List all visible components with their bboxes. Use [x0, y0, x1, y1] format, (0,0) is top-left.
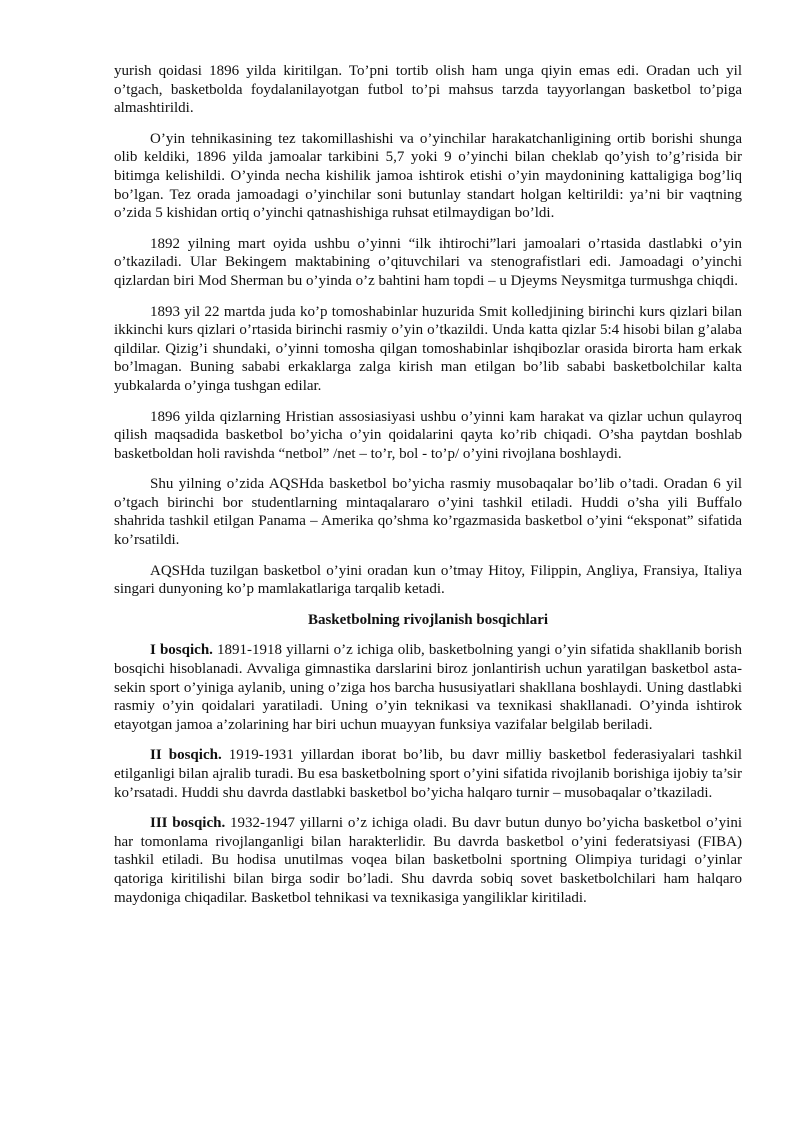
stage-label-3: III bosqich.	[150, 815, 226, 832]
paragraph-spread-worldwide: AQSHda tuzilgan basketbol o’yini oradan kun o’tmay Hitoy, Filippin, Angliya, Fransiya, Italiya singari dunyoning ko’p mamlakatlariga tarqalib ketadi.	[114, 562, 742, 598]
paragraph-usa-competitions: Shu yilning o’zida AQSHda basketbol bo’yicha rasmiy musobaqalar bo’lib o’tadi. Oradan 6 yil o’tgach birinchi bor studentlarning mintaqalararo o’yini tashkil etiladi. Huddi o’sha yili Buffalo shahrida tashkil etilgan Panama – Amerika qo’shma ko’rgazmasida basketbol o’yini “eksponat” sifatida ko’rsatildi.	[114, 476, 742, 549]
document-page	[114, 62, 742, 919]
section-title: Basketbolning rivojlanish bosqichlari	[307, 611, 549, 628]
paragraph-smith-college-1893: 1893 yil 22 martda juda ko’p tomoshabinlar huzurida Smit kolledjining birinchi kurs qizlari bilan ikkinchi kurs qizlari o’rtasida birinchi rasmiy o’yin o’tkazildi. Unda katta qizlar 5:4 hisobi bilan g’alaba qildilar. Qizig’i shundaki, o’yinni tomosha qilgan tomoshabinlar ishqibozlar orasida birorta ham erkak bo’lmagan. Buning sababi erkaklarga zalga kirish man etilgan bo’lib sababi basketbolchilar kalta yubkalarda o’yinga tushgan edilar.	[114, 303, 742, 394]
stage-paragraph-2	[114, 746, 742, 802]
paragraph-first-game-1892: 1892 yilning mart oyida ushbu o’yinni “ilk ihtirochi”lari jamoalari o’rtasida dastlabki o’yin o’tkaziladi. Ular Bekingem maktabining o’qituvchilari va stenografistlari edi. Jamoadagi o’yinchi qizlardan biri Mod Sherman bu o’yinda o’z bahtini ham topdi – u Djeyms Neysmitga turmushga chiqdi.	[114, 235, 742, 289]
paragraph-continued: yurish qoidasi 1896 yilda kiritilgan. To’pni tortib olish ham unga qiyin emas edi. Oradan uch yil o’tgach, basketbolda foydalanilayotgan futbol to’pi mahsus tarzda tayyorlangan basketbol to’piga almashtirildi.	[114, 63, 742, 117]
stage-paragraph-1	[114, 641, 742, 734]
stage-text-1: 1891-1918 yillarni o’z ichiga olib, basketbolning yangi o’yin sifatida shakllanib borish bosqichi hisoblanadi. Avvaliga gimnastika darslarini biroz jonlantirish uchun yaratilgan basketbol asta-sekin sport o’yiniga aylanib, uning o’ziga hos barcha hususiyatlari shakllana boshlaydi. Uning dastlabki rasmiy o’yin qoidalari yaratiladi. Uning o’yin teknikasi va texnikasi shakllanadi. O’yinda ishtirok etayotgan jamoa a’zolarining har biri uchun muayyan funksiya vazifalar belgilab beriladi.	[114, 642, 743, 733]
stage-paragraph-3	[114, 814, 742, 907]
paragraph-game-technique: O’yin tehnikasining tez takomillashishi va o’yinchilar harakatchanligining ortib borishi shunga olib keldiki, 1896 yilda jamoalar tarkibini 5,7 yoki 9 o’yinchi bilan cheklab qo’yish to’g’risida bir bitimga kelishildi. O’yinda necha kishilik jamoa ishtirok etishi o’yin maydonining kattaligiga bog’liq bo’lgan. Tez orada jamoadagi o’yinchilar soni butunlay standart holgan keltirildi: ya’ni bir vaqtning o’zida 5 kishidan ortiq o’yinchi qatnashishiga ruhsat etilmaydigan bo’ldi.	[114, 130, 742, 222]
paragraph-netball-1896: 1896 yilda qizlarning Hristian assosiasiyasi ushbu o’yinni kam harakat va qizlar uchun qulayroq qilish maqsadida basketbol bo’yicha o’yin qoidalarini qayta ko’rib chiqadi. O’sha paytdan boshlab basketboldan holi ravishda “netbol” /net – to’r, bol - to’p/ o’yini rivojlana boshlaydi.	[114, 408, 742, 462]
stage-text-3: 1932-1947 yillarni o’z ichiga oladi. Bu davr butun dunyo bo’yicha basketbol o’yini har tomonlama rivojlanganligi bilan harakterlidir. Bu davrda basketbol o’yini federatsiyasi (FIBA) tashkil etiladi. Bu hodisa unutilmas voqea bilan basketbolni sportning Olimpiya turidagi o’yinlar qatoriga kiritilishi bilan birga sodir bo’ladi. Shu davrda sobiq sovet basketbolchilari ham halqaro maydoniga chiqadilar. Basketbol tehnikasi va texnikasiga yangiliklar kiritiladi.	[114, 815, 742, 906]
stage-label-2: II bosqich.	[150, 747, 222, 764]
stage-label-1: I bosqich.	[150, 642, 213, 659]
stage-text-2: 1919-1931 yillardan iborat bo’lib, bu davr milliy basketbol federasiyalari tashkil etilganligi bilan ajralib turadi. Bu esa basketbolning sport o’yini sifatida rivojlanib borishiga ijobiy ta’sir ko’rsatadi. Huddi shu davrda dastlabki basketbol bo’yicha halqaro turnir – musobaqalar o’tkaziladi.	[114, 747, 742, 801]
